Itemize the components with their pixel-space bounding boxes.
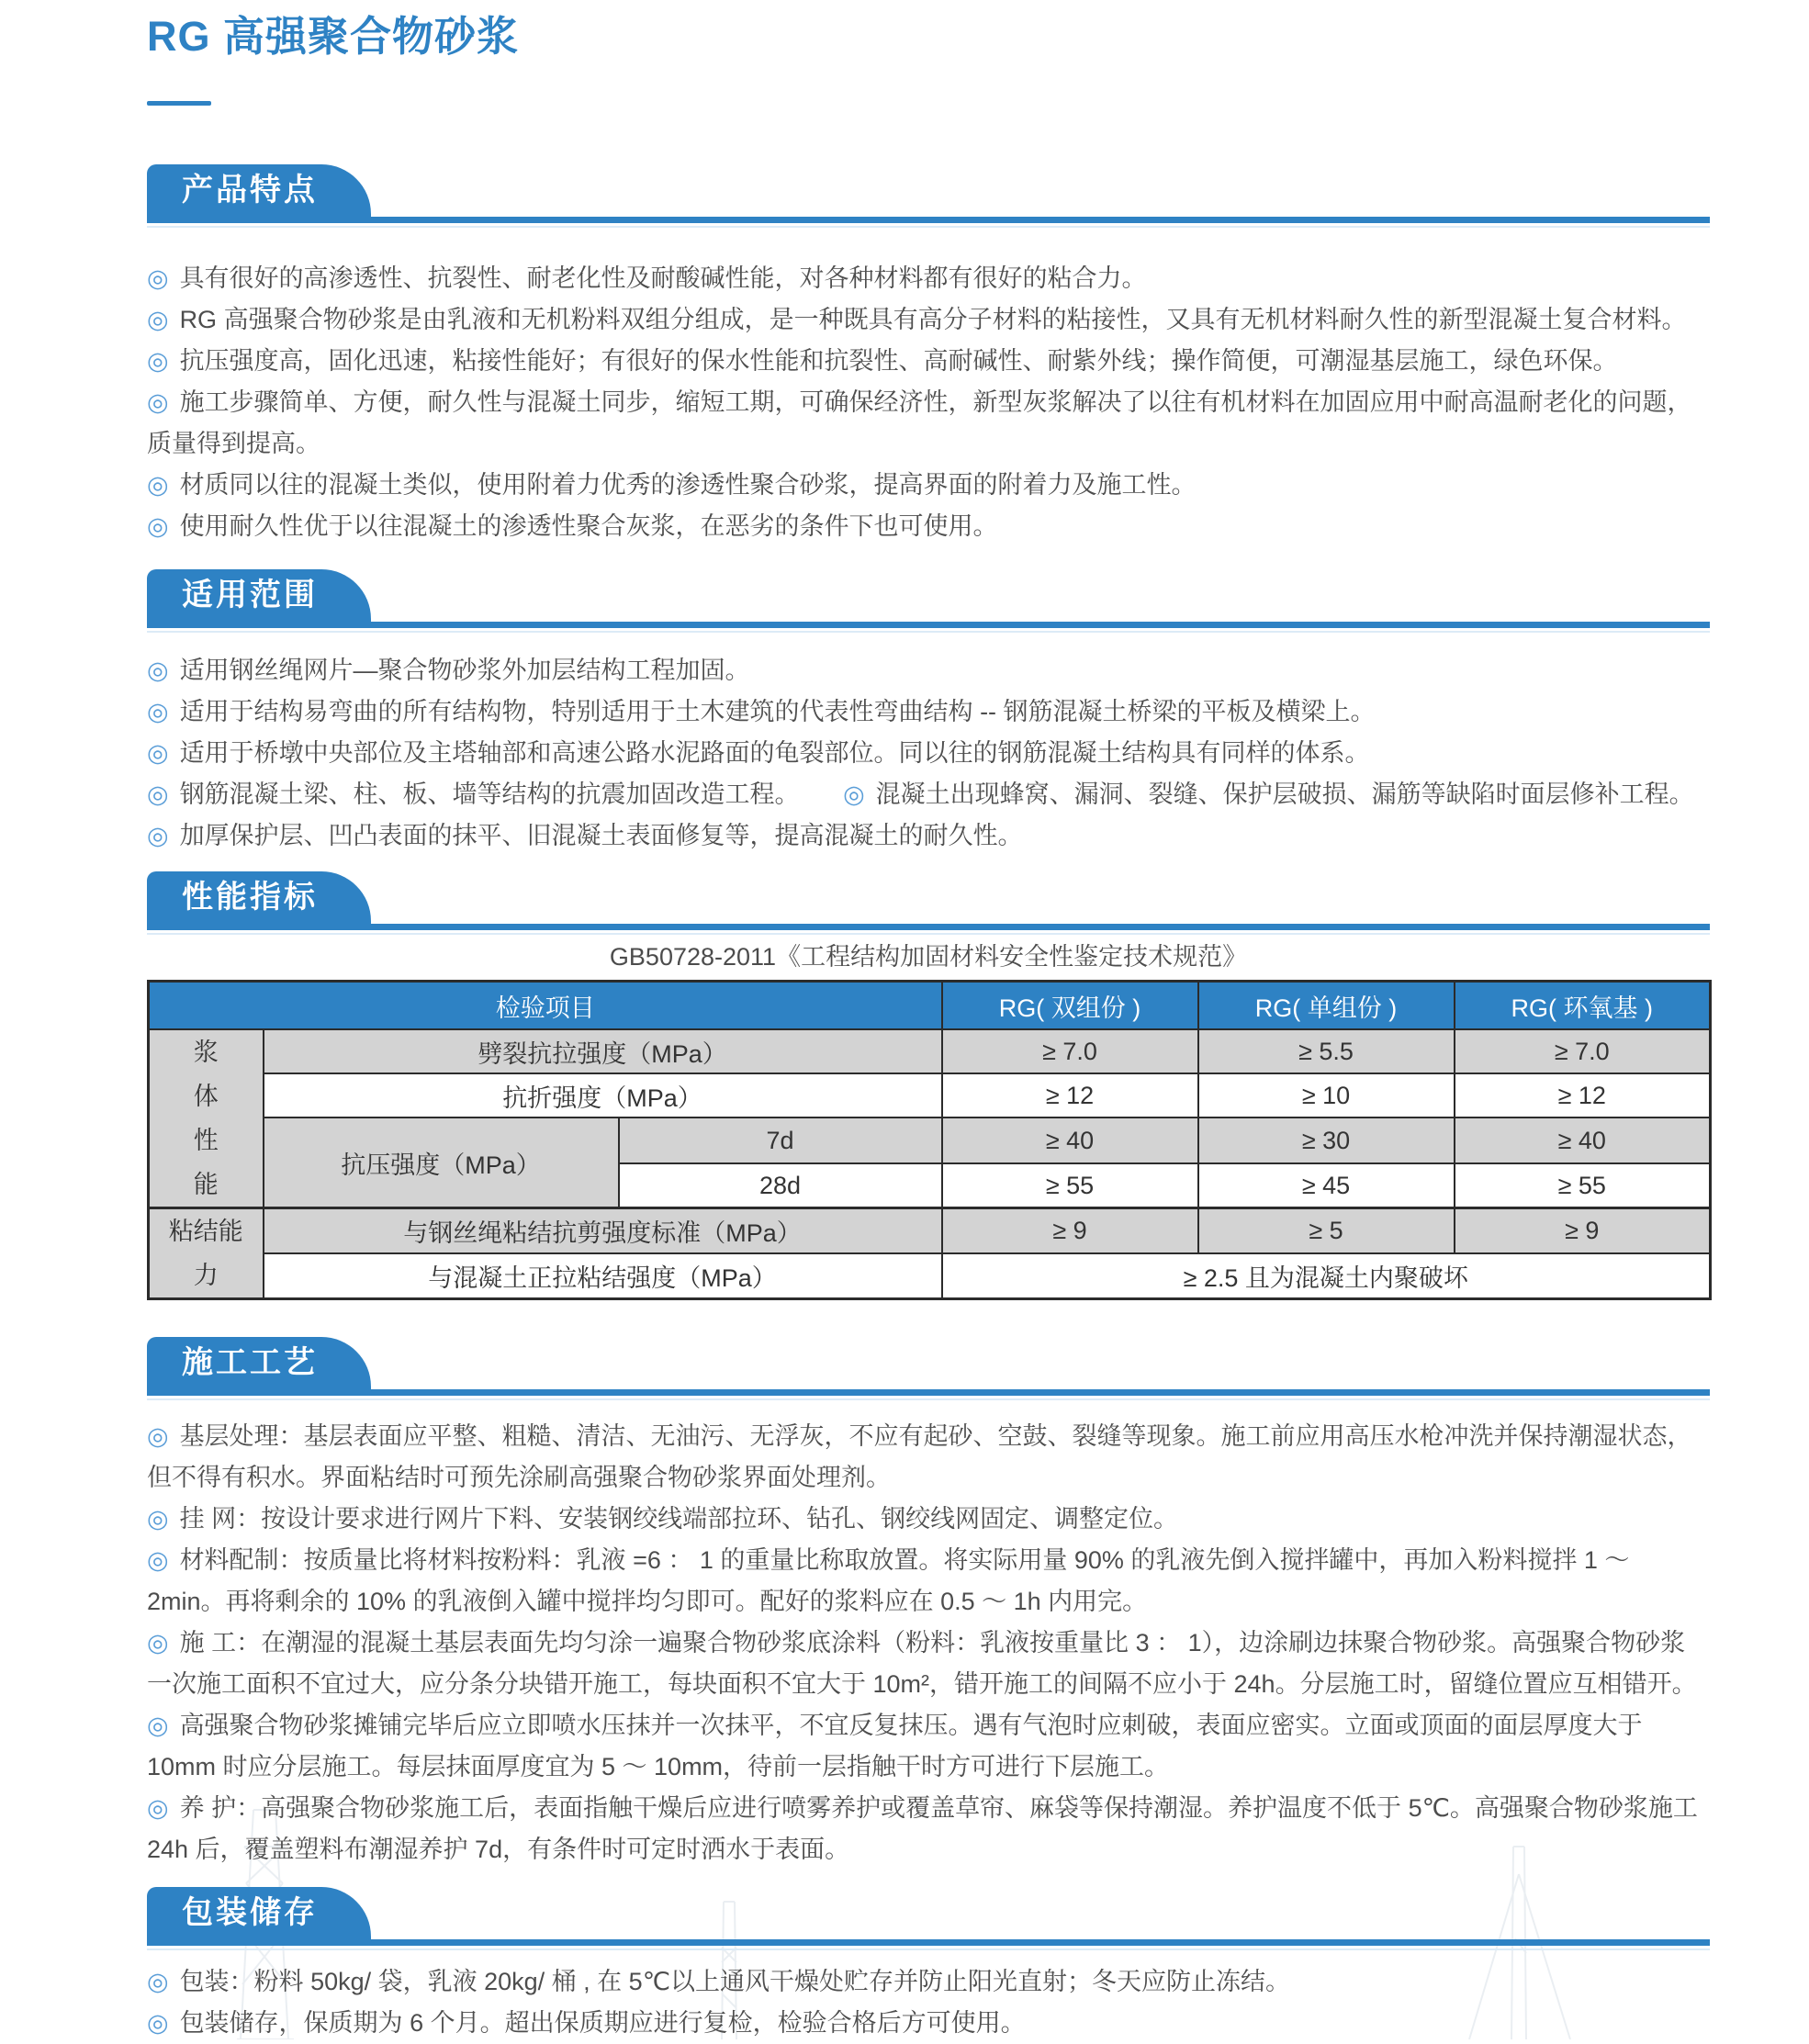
table-header-col-3: RG( 环氧基 ) bbox=[1455, 982, 1711, 1030]
heading-rule bbox=[147, 924, 1710, 930]
table-caption: GB50728-2011《工程结构加固材料安全性鉴定技术规范》 bbox=[609, 943, 1248, 971]
bullet-text: 使用耐久性优于以往混凝土的渗透性聚合灰浆，在恶劣的条件下也可使用。 bbox=[179, 512, 998, 540]
bullet-icon: ◎ bbox=[147, 822, 169, 849]
group-label-line: 力 bbox=[193, 1262, 219, 1289]
table-header-row bbox=[149, 982, 1711, 1030]
bullet-item bbox=[147, 733, 1710, 774]
table-row bbox=[149, 1253, 1711, 1299]
bullet-item bbox=[147, 815, 1710, 857]
cell-value-merged: ≥ 2.5 且为混凝土内聚破坏 bbox=[942, 1253, 1711, 1299]
bullet-item bbox=[147, 1623, 1710, 1705]
section-features bbox=[147, 106, 1710, 547]
heading-rule bbox=[147, 1939, 1710, 1946]
bullet-text: 混凝土出现蜂窝、漏洞、裂缝、保护层破损、漏筋等缺陷时面层修补工程。 bbox=[875, 781, 1694, 808]
bullet-item bbox=[147, 1540, 1710, 1623]
bullet-text: 适用钢丝绳网片—聚合物砂浆外加层结构工程加固。 bbox=[179, 657, 750, 684]
packaging-list bbox=[147, 1961, 1710, 2044]
bullet-icon: ◎ bbox=[147, 1505, 169, 1533]
cell-value: ≥ 5.5 bbox=[1198, 1029, 1455, 1073]
bullet-text: 高强聚合物砂浆摊铺完毕后应立即喷水压抹并一次抹平，不宜反复抹压。遇有气泡时应刺破，表面应密实。立面或顶面的面层厚度大于 10mm 时应分层施工。每层抹面厚度宜为 5 ～ 10mm，待前一层指触干时方可进行下层施工。 bbox=[147, 1712, 1643, 1780]
bullet-icon: ◎ bbox=[147, 1968, 169, 1995]
cell-value: ≥ 7.0 bbox=[942, 1029, 1198, 1073]
bullet-text: 抗压强度高，固化迅速，粘接性能好；有很好的保水性能和抗裂性、高耐碱性、耐紫外线；操作简便，可潮湿基层施工，绿色环保。 bbox=[179, 347, 1618, 375]
bullet-item-pair bbox=[147, 774, 1710, 815]
bullet-item bbox=[147, 299, 1710, 341]
bullet-item bbox=[147, 465, 1710, 506]
bullet-item bbox=[147, 341, 1710, 382]
construction-list bbox=[147, 1416, 1710, 1870]
page-title: RG 高强聚合物砂浆 bbox=[147, 13, 520, 60]
row-sublabel: 7d bbox=[619, 1117, 942, 1163]
bullet-item bbox=[147, 382, 1710, 465]
bullet-text: 施 工：在潮湿的混凝土基层表面先均匀涂一遍聚合物砂浆底涂料（粉料：乳液按重量比 3 ： 1），边涂刷边抹聚合物砂浆。高强聚合物砂浆一次施工面积不宜过大，应分条分块错开施工，每块面积不宜大于 10m²，错开施工的间隔不应小于 24h。分层施工时，留缝位置应互相错开。 bbox=[147, 1629, 1697, 1698]
cell-value: ≥ 30 bbox=[1198, 1117, 1455, 1163]
bullet-item bbox=[147, 1788, 1710, 1870]
bullet-item bbox=[147, 650, 1710, 691]
bullet-icon: ◎ bbox=[843, 781, 865, 808]
bullet-icon: ◎ bbox=[147, 264, 169, 292]
row-label: 与混凝土正拉粘结强度（MPa） bbox=[264, 1253, 942, 1299]
bullet-icon: ◎ bbox=[147, 1629, 169, 1657]
section-construction bbox=[147, 1300, 1710, 1870]
scope-list bbox=[147, 650, 1710, 857]
group-label-line: 浆 bbox=[193, 1039, 219, 1066]
bullet-text: 加厚保护层、凹凸表面的抹平、旧混凝土表面修复等，提高混凝土的耐久性。 bbox=[179, 822, 1023, 849]
bullet-text: 适用于桥墩中央部位及主塔轴部和高速公路水泥路面的龟裂部位。同以往的钢筋混凝土结构具有同样的体系。 bbox=[179, 739, 1370, 767]
section-scope bbox=[147, 547, 1710, 857]
cell-value: ≥ 40 bbox=[942, 1117, 1198, 1163]
section-performance bbox=[147, 857, 1710, 1300]
heading-rule bbox=[147, 217, 1710, 223]
bullet-text: 包装储存，保质期为 6 个月。超出保质期应进行复检，检验合格后方可使用。 bbox=[179, 2009, 1026, 2037]
bullet-text: 材质同以往的混凝土类似，使用附着力优秀的渗透性聚合砂浆，提高界面的附着力及施工性。 bbox=[179, 471, 1197, 499]
bullet-text: 基层处理：基层表面应平整、粗糙、清洁、无油污、无浮灰，不应有起砂、空鼓、裂缝等现象。施工前应用高压水枪冲洗并保持潮湿状态，但不得有积水。界面粘结时可预先涂刷高强聚合物砂浆界面处理剂。 bbox=[147, 1422, 1692, 1491]
cell-value: ≥ 40 bbox=[1455, 1117, 1711, 1163]
bullet-text: RG 高强聚合物砂浆是由乳液和无机粉料双组分组成，是一种既具有高分子材料的粘接性，又具有无机材料耐久性的新型混凝土复合材料。 bbox=[179, 306, 1687, 333]
row-label: 劈裂抗拉强度（MPa） bbox=[264, 1029, 942, 1073]
bullet-item bbox=[147, 2003, 1710, 2044]
row-group-slurry bbox=[149, 1029, 264, 1208]
bullet-text: 挂 网：按设计要求进行网片下料、安装钢绞线端部拉环、钻孔、钢绞线网固定、调整定位。 bbox=[179, 1505, 1179, 1533]
cell-value: ≥ 7.0 bbox=[1455, 1029, 1711, 1073]
table-header-item: 检验项目 bbox=[149, 982, 942, 1030]
table-header-col-1: RG( 双组份 ) bbox=[942, 982, 1198, 1030]
features-list bbox=[147, 258, 1710, 547]
bullet-item bbox=[147, 1961, 1710, 2003]
bullet-icon: ◎ bbox=[147, 471, 169, 499]
performance-table bbox=[147, 980, 1712, 1300]
section-heading-scope: 适用范围 bbox=[147, 569, 371, 622]
group-label-line: 性 bbox=[193, 1127, 219, 1154]
group-label-line: 体 bbox=[193, 1083, 219, 1110]
section-heading-packaging: 包装储存 bbox=[147, 1887, 371, 1939]
bullet-icon: ◎ bbox=[147, 1422, 169, 1450]
bullet-icon: ◎ bbox=[147, 657, 169, 684]
bullet-text: 适用于结构易弯曲的所有结构物，特别适用于土木建筑的代表性弯曲结构 -- 钢筋混凝土桥梁的平板及横梁上。 bbox=[179, 698, 1376, 725]
bullet-icon: ◎ bbox=[147, 512, 169, 540]
cell-value: ≥ 10 bbox=[1198, 1073, 1455, 1117]
bullet-icon: ◎ bbox=[147, 1794, 169, 1822]
cell-value: ≥ 12 bbox=[942, 1073, 1198, 1117]
bullet-item bbox=[147, 1499, 1710, 1540]
cell-value: ≥ 55 bbox=[942, 1163, 1198, 1208]
table-row bbox=[149, 1117, 1711, 1163]
bullet-icon: ◎ bbox=[147, 388, 169, 416]
bullet-text: 材料配制：按质量比将材料按粉料：乳液 =6 ： 1 的重量比称取放置。将实际用量 90% 的乳液先倒入搅拌罐中，再加入粉料搅拌 1 ～ 2min。再将剩余的 10% 的乳液倒入罐中搅拌均匀即可。配好的浆料应在 0.5 ～ 1h 内用完。 bbox=[147, 1546, 1630, 1615]
bullet-icon: ◎ bbox=[147, 2009, 169, 2037]
group-label-line: 能 bbox=[193, 1171, 219, 1198]
table-row bbox=[149, 1208, 1711, 1254]
section-heading-performance: 性能指标 bbox=[147, 871, 371, 924]
bullet-item bbox=[147, 258, 1710, 299]
bullet-text: 钢筋混凝土梁、柱、板、墙等结构的抗震加固改造工程。 bbox=[179, 781, 800, 808]
row-label: 与钢丝绳粘结抗剪强度标准（MPa） bbox=[264, 1208, 942, 1254]
group-label-line: 粘结能 bbox=[168, 1218, 243, 1245]
bullet-item bbox=[147, 1705, 1710, 1788]
cell-value: ≥ 45 bbox=[1198, 1163, 1455, 1208]
bullet-icon: ◎ bbox=[147, 1712, 169, 1739]
row-label-compressive: 抗压强度（MPa） bbox=[264, 1117, 619, 1208]
cell-value: ≥ 9 bbox=[942, 1208, 1198, 1254]
bullet-item bbox=[147, 691, 1710, 733]
row-group-bonding bbox=[149, 1208, 264, 1299]
bullet-text: 具有很好的高渗透性、抗裂性、耐老化性及耐酸碱性能，对各种材料都有很好的粘合力。 bbox=[179, 264, 1147, 292]
bullet-item bbox=[147, 506, 1710, 547]
heading-rule bbox=[147, 622, 1710, 628]
cell-value: ≥ 12 bbox=[1455, 1073, 1711, 1117]
bullet-item bbox=[147, 1416, 1710, 1499]
section-heading-features: 产品特点 bbox=[147, 164, 371, 217]
bullet-icon: ◎ bbox=[147, 347, 169, 375]
row-label: 抗折强度（MPa） bbox=[264, 1073, 942, 1117]
table-row bbox=[149, 1029, 1711, 1073]
section-packaging bbox=[147, 1870, 1710, 2044]
page-body bbox=[147, 0, 1710, 2044]
bullet-text: 施工步骤简单、方便，耐久性与混凝土同步，缩短工期，可确保经济性，新型灰浆解决了以往有机材料在加固应用中耐高温耐老化的问题，质量得到提高。 bbox=[147, 388, 1692, 457]
row-sublabel: 28d bbox=[619, 1163, 942, 1208]
bullet-icon: ◎ bbox=[147, 1546, 169, 1574]
bullet-icon: ◎ bbox=[147, 306, 169, 333]
table-header-col-2: RG( 单组份 ) bbox=[1198, 982, 1455, 1030]
heading-rule bbox=[147, 1389, 1710, 1396]
cell-value: ≥ 5 bbox=[1198, 1208, 1455, 1254]
bullet-icon: ◎ bbox=[147, 698, 169, 725]
bullet-icon: ◎ bbox=[147, 739, 169, 767]
bullet-text: 包装：粉料 50kg/ 袋，乳液 20kg/ 桶 , 在 5℃以上通风干燥处贮存并防止阳光直射；冬天应防止冻结。 bbox=[179, 1968, 1291, 1995]
cell-value: ≥ 9 bbox=[1455, 1208, 1711, 1254]
bullet-icon: ◎ bbox=[147, 781, 169, 808]
bullet-text: 养 护：高强聚合物砂浆施工后，表面指触干燥后应进行喷雾养护或覆盖草帘、麻袋等保持潮湿。养护温度不低于 5℃。高强聚合物砂浆施工 24h 后，覆盖塑料布潮湿养护 7d，有条件时可定时洒水于表面。 bbox=[147, 1794, 1698, 1863]
table-row bbox=[149, 1073, 1711, 1117]
cell-value: ≥ 55 bbox=[1455, 1163, 1711, 1208]
section-heading-construction: 施工工艺 bbox=[147, 1337, 371, 1389]
